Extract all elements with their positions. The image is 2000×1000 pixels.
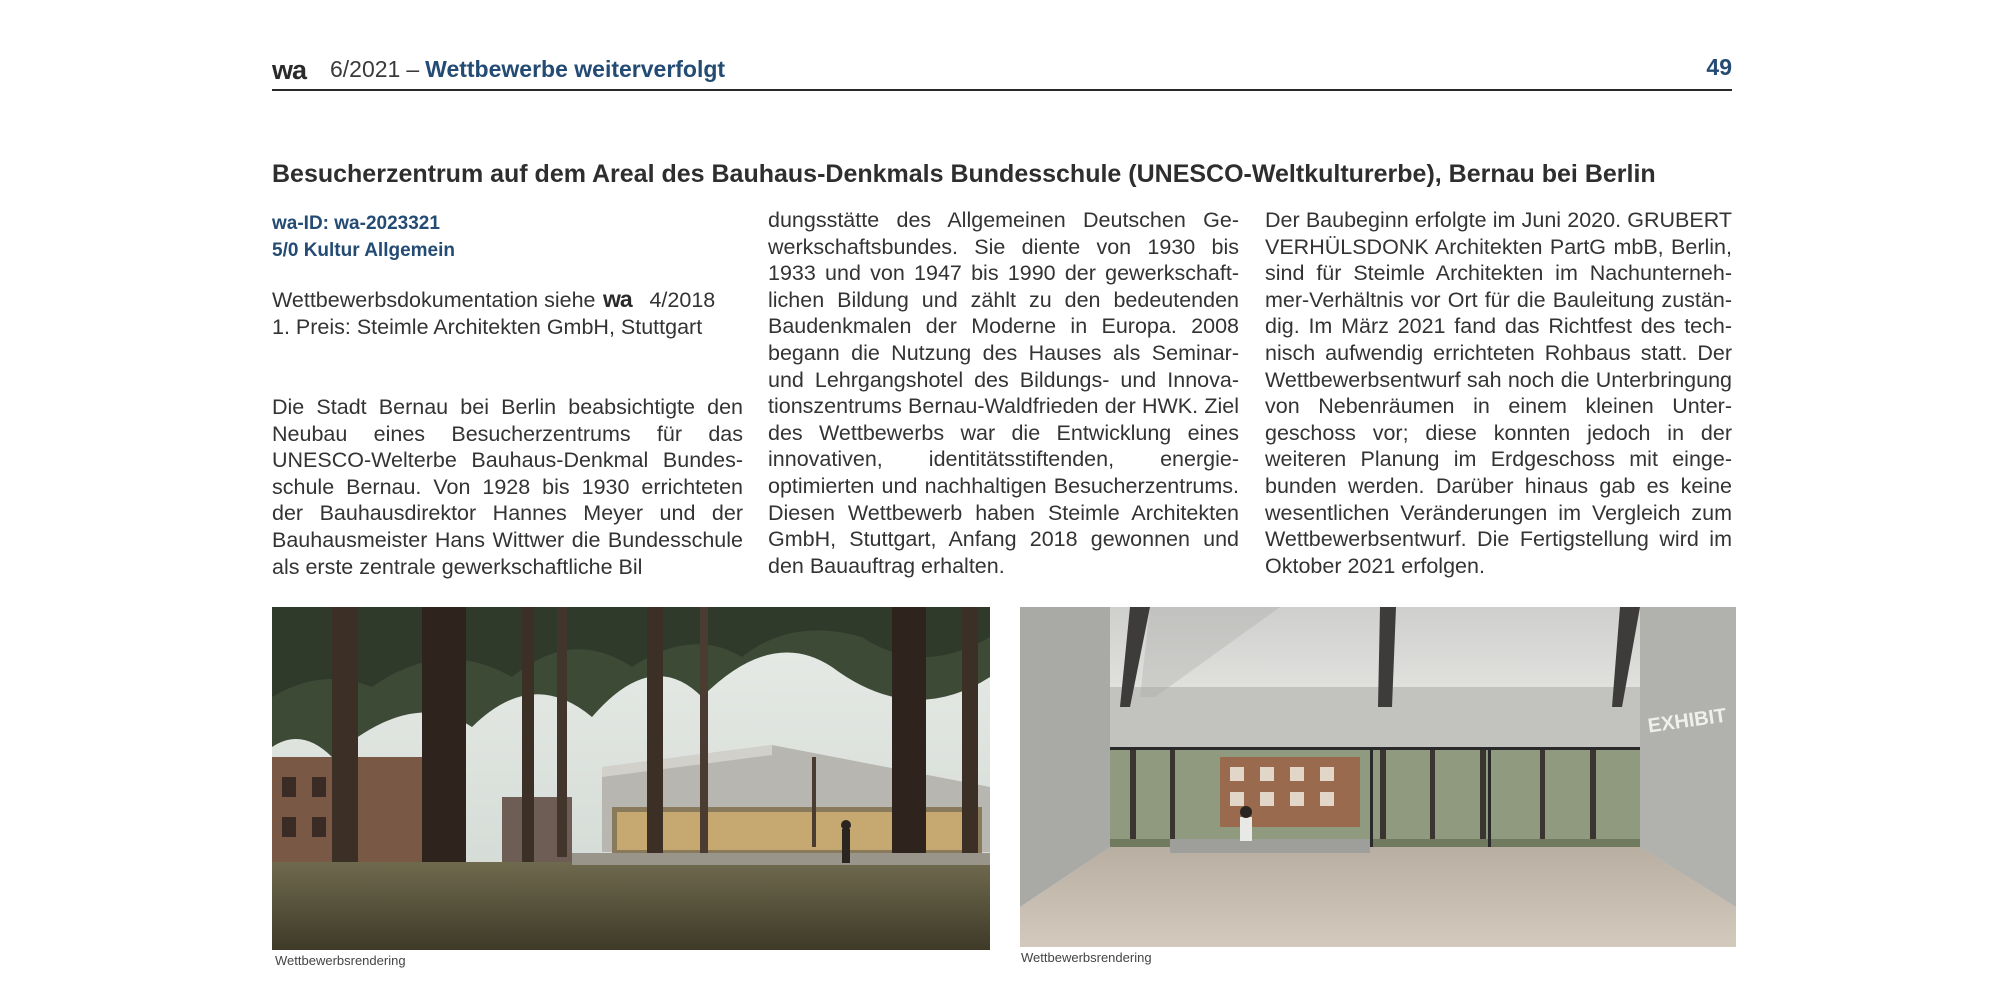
section-title: Wettbewerbe weiterverfolgt (425, 56, 726, 82)
page-number: 49 (1706, 54, 1732, 80)
header-rule (272, 89, 1732, 91)
article-meta (272, 210, 752, 264)
image-caption-2: Wettbewerbsrendering (1021, 950, 1152, 965)
svg-text:wa: wa (272, 58, 307, 84)
image-caption-1: Wettbewerbsrendering (275, 953, 406, 968)
issue-separator: – (406, 56, 420, 82)
interior-rendering-image (1020, 607, 1736, 947)
article-title: Besucherzentrum auf dem Areal des Bauhaus-Denkmals Bundesschule (UNESCO-Weltkulturerbe), Bernau bei Berlin (272, 160, 1656, 188)
exterior-rendering-image (272, 607, 990, 950)
wa-logo (272, 58, 318, 84)
documentation-prefix: Wettbewerbsdokumentation siehe (272, 288, 596, 312)
documentation-reference (272, 287, 752, 314)
first-prize: 1. Preis: Steimle Architekten GmbH, Stuttgart (272, 315, 703, 339)
page-header (272, 52, 1732, 92)
category: 5/0 Kultur Allgemein (272, 240, 455, 261)
wall-lettering: EXHIBIT (1646, 704, 1728, 738)
body-column-1: Die Stadt Bernau bei Berlin beabsichtigte den Neubau eines Besucherzentrums für das UNESCO-Welterbe Bauhaus-Denkmal Bundesschule Bernau. Von 1928 bis 1930 errichteten der Bauhausdirektor Hannes Meyer und der Bauhausmeister Hans Wittwer die Bundesschule als erste zentrale gewerkschaftliche Bil (272, 395, 743, 579)
documentation-block (272, 287, 752, 341)
body-column-3: Der Baubeginn erfolgte im Juni 2020. GRUBERT VERHÜLSDONK Architekten PartG mbB, Berlin, sind für Steimle Architekten im Nachunternehmer-Verhältnis vor Ort für die Bauleitung zuständig. Im März 2021 fand das Richtfest des technisch aufwendig errichteten Rohbaus statt. Der Wettbewerbsentwurf sah noch die Unterbringung von Nebenräumen in einem kleinen Untergeschoss vor; diese konnten jedoch in der weiteren Planung im Erdgeschoss mit eingebunden werden. Darüber hinaus gab es keine wesentlichen Veränderungen im Vergleich zum Wettbewerbsentwurf. Die Fertigstellung wird im Oktober 2021 erfolgen. (1265, 208, 1732, 578)
svg-text:wa: wa (603, 289, 633, 311)
documentation-issue: 4/2018 (649, 288, 716, 312)
body-column-2: dungsstätte des Allgemeinen Deutschen Gewerkschaftsbundes. Sie diente von 1930 bis 1933 und von 1947 bis 1990 der gewerkschaftlichen Bildung und zählt zu den bedeutenden Baudenkmalen der Moderne in Europa. 2008 begann die Nutzung des Hauses als Seminar- und Lehrgangshotel des Bildungs- und Innovationszentrums Bernau-Waldfrieden der HWK. Ziel des Wettbewerbs war die Entwicklung eines innovativen, identitätsstiftenden, energieoptimierten und nachhaltigen Besucherzentrums. Diesen Wettbewerb haben Steimle Architekten GmbH, Stuttgart, Anfang 2018 gewonnen und den Bauauftrag erhalten. (768, 208, 1239, 578)
issue-number: 6/2021 (330, 56, 401, 82)
wa-id: wa-ID: wa-2023321 (272, 213, 440, 234)
wa-inline-logo (603, 289, 641, 311)
issue-line (330, 56, 725, 83)
